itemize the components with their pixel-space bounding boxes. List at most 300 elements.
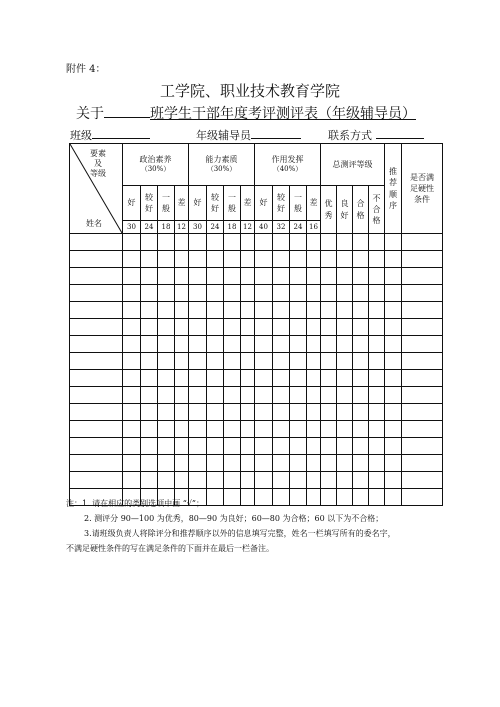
entry-cell[interactable] (175, 268, 189, 285)
entry-cell[interactable] (189, 455, 207, 472)
entry-cell[interactable] (307, 387, 321, 404)
entry-cell[interactable] (402, 268, 443, 285)
entry-cell[interactable] (353, 353, 369, 370)
entry-cell[interactable] (273, 404, 290, 421)
entry-cell[interactable] (337, 404, 353, 421)
entry-cell[interactable] (175, 421, 189, 438)
entry-cell[interactable] (207, 404, 224, 421)
entry-cell[interactable] (224, 421, 241, 438)
entry-cell[interactable] (207, 455, 224, 472)
entry-cell[interactable] (224, 455, 241, 472)
entry-cell[interactable] (175, 387, 189, 404)
name-cell[interactable] (70, 421, 123, 438)
entry-cell[interactable] (337, 438, 353, 455)
entry-cell[interactable] (141, 234, 158, 251)
notes (66, 496, 446, 556)
entry-cell[interactable] (255, 268, 273, 285)
entry-cell[interactable] (158, 353, 175, 370)
entry-cell[interactable] (402, 234, 443, 251)
entry-cell[interactable] (224, 370, 241, 387)
entry-cell[interactable] (337, 302, 353, 319)
entry-cell[interactable] (207, 251, 224, 268)
entry-cell[interactable] (241, 285, 255, 302)
entry-cell[interactable] (255, 353, 273, 370)
entry-cell[interactable] (207, 268, 224, 285)
entry-cell[interactable] (337, 251, 353, 268)
entry-cell[interactable] (321, 251, 337, 268)
entry-cell[interactable] (369, 387, 385, 404)
entry-cell[interactable] (158, 234, 175, 251)
entry-cell[interactable] (141, 472, 158, 489)
entry-cell[interactable] (321, 438, 337, 455)
entry-cell[interactable] (158, 285, 175, 302)
entry-cell[interactable] (290, 251, 307, 268)
entry-cell[interactable] (255, 319, 273, 336)
entry-cell[interactable] (385, 353, 402, 370)
entry-cell[interactable] (141, 336, 158, 353)
entry-cell[interactable] (255, 421, 273, 438)
entry-cell[interactable] (402, 438, 443, 455)
entry-cell[interactable] (175, 234, 189, 251)
class-field[interactable] (70, 127, 150, 143)
entry-cell[interactable] (189, 302, 207, 319)
entry-cell[interactable] (175, 404, 189, 421)
entry-cell[interactable] (189, 472, 207, 489)
entry-cell[interactable] (141, 370, 158, 387)
entry-cell[interactable] (353, 370, 369, 387)
entry-cell[interactable] (189, 285, 207, 302)
name-cell[interactable] (70, 336, 123, 353)
entry-cell[interactable] (158, 455, 175, 472)
entry-cell[interactable] (207, 319, 224, 336)
entry-cell[interactable] (141, 421, 158, 438)
entry-cell[interactable] (321, 421, 337, 438)
entry-cell[interactable] (273, 438, 290, 455)
entry-cell[interactable] (273, 421, 290, 438)
entry-cell[interactable] (290, 455, 307, 472)
entry-cell[interactable] (141, 268, 158, 285)
entry-cell[interactable] (307, 404, 321, 421)
entry-cell[interactable] (290, 302, 307, 319)
entry-cell[interactable] (207, 336, 224, 353)
entry-cell[interactable] (207, 234, 224, 251)
entry-cell[interactable] (123, 319, 141, 336)
entry-cell[interactable] (207, 387, 224, 404)
entry-cell[interactable] (123, 302, 141, 319)
entry-cell[interactable] (189, 370, 207, 387)
entry-cell[interactable] (353, 438, 369, 455)
entry-cell[interactable] (224, 234, 241, 251)
entry-cell[interactable] (189, 421, 207, 438)
entry-cell[interactable] (241, 353, 255, 370)
entry-cell[interactable] (369, 472, 385, 489)
entry-cell[interactable] (321, 404, 337, 421)
entry-cell[interactable] (369, 251, 385, 268)
entry-cell[interactable] (224, 336, 241, 353)
entry-cell[interactable] (321, 387, 337, 404)
entry-cell[interactable] (123, 268, 141, 285)
entry-cell[interactable] (175, 438, 189, 455)
entry-cell[interactable] (241, 268, 255, 285)
entry-cell[interactable] (402, 285, 443, 302)
entry-cell[interactable] (241, 455, 255, 472)
entry-cell[interactable] (369, 404, 385, 421)
entry-cell[interactable] (175, 302, 189, 319)
entry-cell[interactable] (123, 234, 141, 251)
name-cell[interactable] (70, 438, 123, 455)
entry-cell[interactable] (353, 455, 369, 472)
entry-cell[interactable] (175, 455, 189, 472)
entry-cell[interactable] (402, 455, 443, 472)
entry-cell[interactable] (273, 234, 290, 251)
name-cell[interactable] (70, 285, 123, 302)
entry-cell[interactable] (307, 302, 321, 319)
entry-cell[interactable] (241, 319, 255, 336)
entry-cell[interactable] (307, 336, 321, 353)
entry-cell[interactable] (158, 472, 175, 489)
entry-cell[interactable] (123, 455, 141, 472)
entry-cell[interactable] (255, 302, 273, 319)
entry-cell[interactable] (207, 285, 224, 302)
entry-cell[interactable] (255, 234, 273, 251)
entry-cell[interactable] (369, 438, 385, 455)
entry-cell[interactable] (353, 472, 369, 489)
entry-cell[interactable] (402, 472, 443, 489)
entry-cell[interactable] (307, 438, 321, 455)
entry-cell[interactable] (290, 285, 307, 302)
entry-cell[interactable] (224, 472, 241, 489)
entry-cell[interactable] (255, 285, 273, 302)
entry-cell[interactable] (402, 353, 443, 370)
entry-cell[interactable] (175, 251, 189, 268)
entry-cell[interactable] (189, 438, 207, 455)
table-row (70, 234, 443, 251)
entry-cell[interactable] (224, 353, 241, 370)
entry-cell[interactable] (207, 353, 224, 370)
entry-cell[interactable] (402, 370, 443, 387)
entry-cell[interactable] (369, 421, 385, 438)
entry-cell[interactable] (337, 455, 353, 472)
entry-cell[interactable] (241, 251, 255, 268)
entry-cell[interactable] (241, 472, 255, 489)
entry-cell[interactable] (290, 319, 307, 336)
entry-cell[interactable] (321, 336, 337, 353)
entry-cell[interactable] (255, 404, 273, 421)
entry-cell[interactable] (353, 387, 369, 404)
entry-cell[interactable] (175, 472, 189, 489)
entry-cell[interactable] (307, 285, 321, 302)
entry-cell[interactable] (273, 251, 290, 268)
entry-cell[interactable] (369, 234, 385, 251)
entry-cell[interactable] (158, 251, 175, 268)
entry-cell[interactable] (337, 387, 353, 404)
name-cell[interactable] (70, 234, 123, 251)
entry-cell[interactable] (224, 387, 241, 404)
table-row (70, 472, 443, 489)
entry-cell[interactable] (175, 370, 189, 387)
entry-cell[interactable] (385, 336, 402, 353)
entry-cell[interactable] (273, 387, 290, 404)
entry-cell[interactable] (158, 387, 175, 404)
entry-cell[interactable] (255, 387, 273, 404)
entry-cell[interactable] (255, 455, 273, 472)
entry-cell[interactable] (255, 472, 273, 489)
entry-cell[interactable] (353, 336, 369, 353)
entry-cell[interactable] (369, 285, 385, 302)
entry-cell[interactable] (158, 336, 175, 353)
entry-cell[interactable] (385, 234, 402, 251)
entry-cell[interactable] (123, 336, 141, 353)
entry-cell[interactable] (337, 472, 353, 489)
entry-cell[interactable] (307, 421, 321, 438)
entry-cell[interactable] (402, 421, 443, 438)
entry-cell[interactable] (241, 302, 255, 319)
entry-cell[interactable] (337, 285, 353, 302)
entry-cell[interactable] (385, 438, 402, 455)
entry-cell[interactable] (353, 302, 369, 319)
entry-cell[interactable] (123, 404, 141, 421)
entry-cell[interactable] (385, 268, 402, 285)
table-row (70, 370, 443, 387)
entry-cell[interactable] (307, 353, 321, 370)
entry-cell[interactable] (273, 455, 290, 472)
entry-cell[interactable] (158, 319, 175, 336)
entry-cell[interactable] (385, 404, 402, 421)
entry-cell[interactable] (353, 404, 369, 421)
entry-cell[interactable] (123, 421, 141, 438)
entry-cell[interactable] (158, 302, 175, 319)
entry-cell[interactable] (189, 234, 207, 251)
entry-cell[interactable] (189, 404, 207, 421)
entry-cell[interactable] (141, 353, 158, 370)
entry-cell[interactable] (189, 251, 207, 268)
entry-cell[interactable] (123, 370, 141, 387)
entry-cell[interactable] (255, 251, 273, 268)
entry-cell[interactable] (175, 353, 189, 370)
entry-cell[interactable] (321, 455, 337, 472)
entry-cell[interactable] (207, 421, 224, 438)
entry-cell[interactable] (158, 268, 175, 285)
entry-cell[interactable] (290, 438, 307, 455)
entry-cell[interactable] (402, 251, 443, 268)
name-cell[interactable] (70, 404, 123, 421)
entry-cell[interactable] (255, 336, 273, 353)
entry-cell[interactable] (189, 387, 207, 404)
entry-cell[interactable] (224, 251, 241, 268)
entry-cell[interactable] (369, 336, 385, 353)
entry-cell[interactable] (224, 438, 241, 455)
entry-cell[interactable] (307, 268, 321, 285)
entry-cell[interactable] (337, 319, 353, 336)
entry-cell[interactable] (321, 268, 337, 285)
entry-cell[interactable] (290, 404, 307, 421)
entry-cell[interactable] (273, 336, 290, 353)
group-header-0: 政治素养 （30%） (123, 144, 189, 186)
entry-cell[interactable] (290, 268, 307, 285)
entry-cell[interactable] (353, 285, 369, 302)
entry-cell[interactable] (273, 268, 290, 285)
entry-cell[interactable] (337, 421, 353, 438)
entry-cell[interactable] (123, 251, 141, 268)
entry-cell[interactable] (353, 421, 369, 438)
entry-cell[interactable] (273, 302, 290, 319)
entry-cell[interactable] (402, 336, 443, 353)
entry-cell[interactable] (369, 268, 385, 285)
name-cell[interactable] (70, 455, 123, 472)
table-row (70, 319, 443, 336)
entry-cell[interactable] (307, 319, 321, 336)
entry-cell[interactable] (241, 438, 255, 455)
class-blank[interactable] (104, 104, 150, 118)
entry-cell[interactable] (123, 472, 141, 489)
entry-cell[interactable] (141, 404, 158, 421)
entry-cell[interactable] (273, 319, 290, 336)
entry-cell[interactable] (307, 251, 321, 268)
entry-cell[interactable] (337, 370, 353, 387)
entry-cell[interactable] (241, 336, 255, 353)
entry-cell[interactable] (241, 234, 255, 251)
entry-cell[interactable] (141, 455, 158, 472)
overall-level-0: 优 秀 (321, 186, 337, 234)
entry-cell[interactable] (158, 370, 175, 387)
entry-cell[interactable] (337, 268, 353, 285)
entry-cell[interactable] (321, 472, 337, 489)
entry-cell[interactable] (158, 438, 175, 455)
entry-cell[interactable] (307, 472, 321, 489)
entry-cell[interactable] (402, 404, 443, 421)
entry-cell[interactable] (224, 319, 241, 336)
name-cell[interactable] (70, 319, 123, 336)
table-row (70, 268, 443, 285)
entry-cell[interactable] (207, 370, 224, 387)
entry-cell[interactable] (189, 268, 207, 285)
entry-cell[interactable] (290, 336, 307, 353)
entry-cell[interactable] (123, 438, 141, 455)
entry-cell[interactable] (141, 438, 158, 455)
corner-header (70, 144, 123, 234)
entry-cell[interactable] (307, 455, 321, 472)
entry-cell[interactable] (255, 438, 273, 455)
entry-cell[interactable] (189, 319, 207, 336)
entry-cell[interactable] (290, 353, 307, 370)
entry-cell[interactable] (141, 387, 158, 404)
entry-cell[interactable] (353, 251, 369, 268)
entry-cell[interactable] (141, 251, 158, 268)
entry-cell[interactable] (123, 285, 141, 302)
entry-cell[interactable] (141, 302, 158, 319)
entry-cell[interactable] (273, 370, 290, 387)
name-cell[interactable] (70, 387, 123, 404)
entry-cell[interactable] (321, 353, 337, 370)
entry-cell[interactable] (321, 234, 337, 251)
entry-cell[interactable] (321, 285, 337, 302)
entry-cell[interactable] (175, 285, 189, 302)
entry-cell[interactable] (290, 472, 307, 489)
entry-cell[interactable] (273, 353, 290, 370)
entry-cell[interactable] (241, 404, 255, 421)
name-cell[interactable] (70, 251, 123, 268)
name-cell[interactable] (70, 268, 123, 285)
table-row (70, 387, 443, 404)
entry-cell[interactable] (241, 387, 255, 404)
entry-cell[interactable] (337, 336, 353, 353)
entry-cell[interactable] (224, 268, 241, 285)
counselor-field[interactable] (196, 127, 301, 143)
entry-cell[interactable] (290, 387, 307, 404)
entry-cell[interactable] (402, 387, 443, 404)
entry-cell[interactable] (385, 472, 402, 489)
entry-cell[interactable] (273, 285, 290, 302)
entry-cell[interactable] (241, 421, 255, 438)
entry-cell[interactable] (353, 319, 369, 336)
name-cell[interactable] (70, 472, 123, 489)
entry-cell[interactable] (207, 472, 224, 489)
entry-cell[interactable] (369, 319, 385, 336)
entry-cell[interactable] (290, 370, 307, 387)
entry-cell[interactable] (353, 234, 369, 251)
entry-cell[interactable] (175, 336, 189, 353)
entry-cell[interactable] (123, 353, 141, 370)
entry-cell[interactable] (385, 421, 402, 438)
entry-cell[interactable] (158, 421, 175, 438)
entry-cell[interactable] (307, 234, 321, 251)
entry-cell[interactable] (158, 404, 175, 421)
entry-cell[interactable] (402, 302, 443, 319)
entry-cell[interactable] (385, 251, 402, 268)
entry-cell[interactable] (385, 319, 402, 336)
entry-cell[interactable] (141, 319, 158, 336)
entry-cell[interactable] (385, 455, 402, 472)
entry-cell[interactable] (123, 387, 141, 404)
entry-cell[interactable] (321, 319, 337, 336)
entry-cell[interactable] (255, 370, 273, 387)
entry-cell[interactable] (241, 370, 255, 387)
entry-cell[interactable] (224, 285, 241, 302)
entry-cell[interactable] (337, 234, 353, 251)
entry-cell[interactable] (402, 319, 443, 336)
entry-cell[interactable] (369, 370, 385, 387)
entry-cell[interactable] (307, 370, 321, 387)
entry-cell[interactable] (141, 285, 158, 302)
entry-cell[interactable] (385, 387, 402, 404)
entry-cell[interactable] (321, 302, 337, 319)
entry-cell[interactable] (337, 353, 353, 370)
entry-cell[interactable] (353, 268, 369, 285)
name-cell[interactable] (70, 353, 123, 370)
entry-cell[interactable] (207, 438, 224, 455)
entry-cell[interactable] (207, 302, 224, 319)
entry-cell[interactable] (369, 302, 385, 319)
entry-cell[interactable] (224, 404, 241, 421)
entry-cell[interactable] (175, 319, 189, 336)
entry-cell[interactable] (189, 336, 207, 353)
entry-cell[interactable] (290, 421, 307, 438)
entry-cell[interactable] (273, 472, 290, 489)
entry-cell[interactable] (369, 455, 385, 472)
entry-cell[interactable] (385, 370, 402, 387)
entry-cell[interactable] (385, 285, 402, 302)
name-cell[interactable] (70, 302, 123, 319)
entry-cell[interactable] (385, 302, 402, 319)
entry-cell[interactable] (321, 370, 337, 387)
entry-cell[interactable] (224, 302, 241, 319)
contact-field[interactable] (328, 127, 424, 143)
name-cell[interactable] (70, 370, 123, 387)
entry-cell[interactable] (290, 234, 307, 251)
level-0-2: 一 般 (158, 186, 175, 221)
entry-cell[interactable] (369, 353, 385, 370)
entry-cell[interactable] (189, 353, 207, 370)
